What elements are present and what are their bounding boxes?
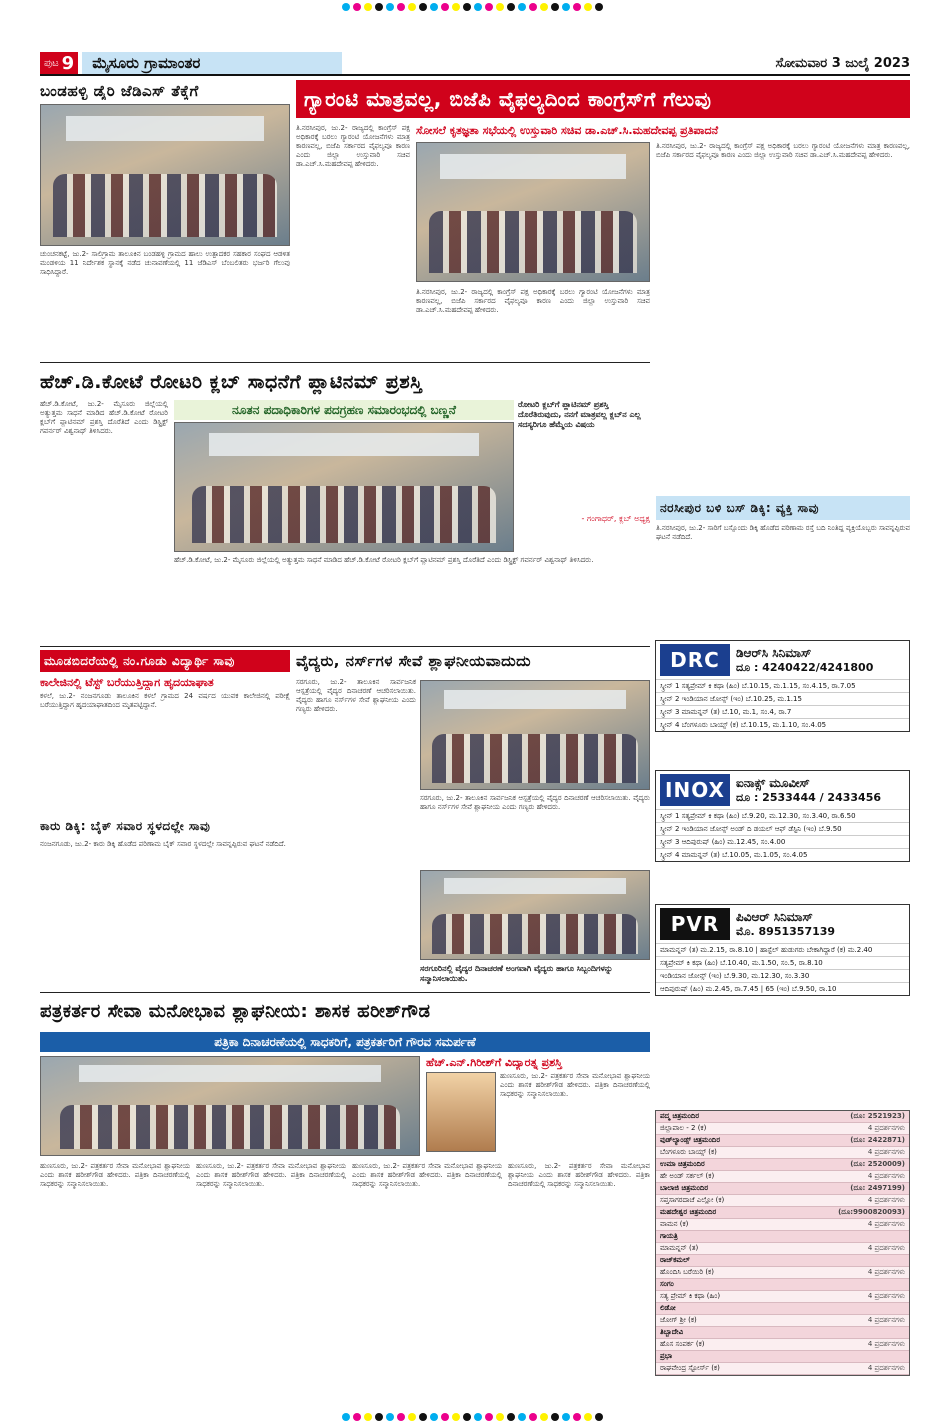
theatre-hall-row — [656, 1231, 909, 1243]
cinema-header — [656, 771, 909, 809]
registration-dot — [573, 3, 581, 11]
rotary-body-col1: ಹೆಚ್.ಡಿ.ಕೋಟೆ, ಜು.2- ಮೈಸೂರು ಜಿಲ್ಲೆಯಲ್ಲಿ ಅತ್ಯುತ್ತಮ ಸಾಧನೆ ಮಾಡಿದ ಹೆಚ್.ಡಿ.ಕೋಟೆ ರೋಟರಿ ಕ್ಲಬ್‌ಗೆ ಪ್ಲಾಟಿನಮ್ ಪ್ರಶಸ್ತಿ ದೊರೆತಿದೆ ಎಂದು ಡಿಸ್ಟ್ರಿಕ್ಟ್ ಗವರ್ನರ್ ವಿಶ್ವನಾಥ್ ತಿಳಿಸಿದರು. — [40, 400, 168, 435]
guarantee-headline: ಗ್ಯಾರಂಟಿ ಮಾತ್ರವಲ್ಲ, ಬಿಜೆಪಿ ವೈಫಲ್ಯದಿಂದ ಕಾಂಗ್ರೆಸ್‌ಗೆ ಗೆಲುವು — [296, 80, 910, 118]
theatre-hall-row — [656, 1279, 909, 1291]
cinema-logo: PVR — [660, 908, 730, 940]
issue-date: ಸೋಮವಾರ 3 ಜುಲೈ 2023 — [775, 55, 910, 71]
registration-dot — [408, 1413, 416, 1421]
registration-dot — [342, 3, 350, 11]
cinema-block — [655, 640, 910, 732]
rotary-headline: ಹೆಚ್.ಡಿ.ಕೋಟೆ ರೋಟರಿ ಕ್ಲಬ್ ಸಾಧನೆಗೆ ಪ್ಲಾಟಿನಮ್ ಪ್ರಶಸ್ತಿ — [40, 371, 423, 393]
showtime-line: ಸ್ಕ್ರೀನ್ 2 ಇಂಡಿಯಾನ ಜೋನ್ಸ್ (ಇಂ) ಬೆ.10.25, ಮ.1.15 — [656, 692, 909, 705]
theatre-meta: 4 ಪ್ರದರ್ಶನಗಳು — [867, 1220, 905, 1228]
cmyk-strip-bottom — [0, 1410, 945, 1424]
doctors-body: ಸರಗೂರು, ಜು.2- ತಾಲೂಕಿನ ಸಾರ್ವಜನಿಕ ಆಸ್ಪತ್ರೆಯಲ್ಲಿ ವೈದ್ಯರ ದಿನಾಚರಣೆ ಆಚರಿಸಲಾಯಿತು. ವೈದ್ಯರು ಹಾಗೂ ನರ್ಸ್‌ಗಳ ಸೇವೆ ಶ್ಲಾಘನೀಯ ಎಂದು ಗಣ್ಯರು ಹೇಳಿದರು. — [296, 678, 416, 713]
registration-dot — [529, 1413, 537, 1421]
theatre-name: ರಾಜ್‌ಕಮಲ್ — [660, 1256, 690, 1264]
accident-body: ನಂಜನಗೂಡು, ಜು.2- ಕಾರು ಡಿಕ್ಕಿ ಹೊಡೆದ ಪರಿಣಾಮ ಬೈಕ್ ಸವಾರ ಸ್ಥಳದಲ್ಲೇ ಸಾವನ್ನಪ್ಪಿರುವ ಘಟನೆ ನಡೆದಿದೆ. — [40, 840, 286, 848]
theatre-meta: (ದೂ: 2521923) — [850, 1112, 905, 1120]
theatre-name: ಹೊಸ ಸಂಪರ್ಕ (ಕ) — [660, 1340, 705, 1348]
cinema-logo: DRC — [660, 644, 730, 676]
theatre-hall-row — [656, 1327, 909, 1339]
theatre-movie-row — [656, 1171, 909, 1183]
registration-dot — [441, 1413, 449, 1421]
theatre-meta: 4 ಪ್ರದರ್ಶನಗಳು — [867, 1196, 905, 1204]
theatre-hall-row — [656, 1303, 909, 1315]
guarantee-photo — [416, 142, 650, 282]
showtime-line: ಸ್ಕ್ರೀನ್ 2 ಇಂಡಿಯಾನ ಜೋನ್ಸ್ ಅಂಡ್ ದಿ ಡಯಲ್ ಆಫ್ ಡೆಸ್ಟಿನಿ (ಇಂ) ಬೆ.9.50 — [656, 822, 909, 835]
dairy-body: ಚುಂಚನಕಟ್ಟೆ, ಜು.2- ಸಾಲಿಗ್ರಾಮ ತಾಲೂಕಿನ ಬಂಡಹಳ್ಳಿ ಗ್ರಾಮದ ಹಾಲು ಉತ್ಪಾದಕರ ಸಹಕಾರ ಸಂಘದ ಆಡಳಿತ ಮಂಡಳಿಯ 11 ನಿರ್ದೇಶಕ ಸ್ಥಾನಕ್ಕೆ ನಡೆದ ಚುನಾವಣೆಯಲ್ಲಿ 11 ಜೆಡಿಎಸ್ ಬೆಂಬಲಿತರು ಭರ್ಜರಿ ಗೆಲುವು ಸಾಧಿಸಿದ್ದಾರೆ. — [40, 250, 290, 276]
theatre-list — [655, 1110, 910, 1376]
dairy-headline: ಬಂಡಹಳ್ಳಿ ಡೈರಿ ಜೆಡಿಎಸ್ ತೆಕ್ಕೆಗೆ — [40, 82, 199, 100]
registration-dot — [397, 3, 405, 11]
registration-dot — [551, 1413, 559, 1421]
theatre-name: ಸತ್ಯ ಪ್ರೇಮ್ ಕಿ ಕಥಾ (ಹಿಂ) — [660, 1292, 721, 1300]
registration-dot — [551, 3, 559, 11]
cinema-name: ಡಿಆರ್‌ಸಿ ಸಿನಿಮಾಸ್ — [736, 645, 812, 660]
showtime-line: ಸತ್ಯಪ್ರೇಮ್ ಕಿ ಕಥಾ (ಹಿಂ) ಬೆ.10.40, ಮ.1.50, ಸಂ.5, ರಾ.8.10 — [656, 956, 909, 969]
theatre-name: ಮಹದೇಶ್ವರ ಚಿತ್ರಮಂದಿರ — [660, 1208, 717, 1216]
registration-dot — [573, 1413, 581, 1421]
registration-dot — [452, 1413, 460, 1421]
registration-dot — [584, 1413, 592, 1421]
theatre-meta: 4 ಪ್ರದರ್ಶನಗಳು — [867, 1364, 905, 1372]
theatre-hall-row — [656, 1135, 909, 1147]
showtime-line: ಸ್ಕ್ರೀನ್ 1 ಸತ್ಯಪ್ರೇಮ್ ಕಿ ಕಥಾ (ಹಿಂ) ಬೆ.10.15, ಮ.1.15, ಸಂ.4.15, ರಾ.7.05 — [656, 679, 909, 692]
rotary-quote-author: - ಗಂಗಾಧರ್, ಕ್ಲಬ್ ಅಧ್ಯಕ್ಷ — [581, 514, 650, 523]
student-headline: ಮೂಡಬಿದರೆಯಲ್ಲಿ ನಂ.ಗೂಡು ವಿದ್ಯಾರ್ಥಿ ಸಾವು — [40, 650, 290, 672]
registration-dot — [430, 3, 438, 11]
theatre-meta: (ದೂ: 2520009) — [850, 1160, 905, 1168]
theatre-movie-row — [656, 1315, 909, 1327]
rotary-photo — [174, 422, 514, 552]
theatre-name: ಮಾಮನ್ನನ್ (ತ) — [660, 1244, 699, 1252]
doctors-body-col2: ಸರಗೂರು, ಜು.2- ತಾಲೂಕಿನ ಸಾರ್ವಜನಿಕ ಆಸ್ಪತ್ರೆಯಲ್ಲಿ ವೈದ್ಯರ ದಿನಾಚರಣೆ ಆಚರಿಸಲಾಯಿತು. ವೈದ್ಯರು ಹಾಗೂ ನರ್ಸ್‌ಗಳ ಸೇವೆ ಶ್ಲಾಘನೀಯ ಎಂದು ಗಣ್ಯರು ಹೇಳಿದರು. — [420, 794, 650, 811]
registration-dot — [507, 1413, 515, 1421]
theatre-hall-row — [656, 1159, 909, 1171]
registration-dot — [353, 3, 361, 11]
theatre-name: ಪದ್ಮ ಚಿತ್ರಮಂದಿರ — [660, 1112, 700, 1120]
registration-dot — [518, 3, 526, 11]
divider — [40, 992, 650, 993]
registration-dot — [496, 1413, 504, 1421]
theatre-name: ಜೋಗ್ ಶ್ರೀ (ಕ) — [660, 1316, 697, 1324]
cinema-header — [656, 905, 909, 943]
registration-dot — [452, 3, 460, 11]
theatre-name: ಜಿಲ್ಲಾಪಾಲ - 2 (ಕ) — [660, 1124, 707, 1132]
theatre-name: ರಾಘವೇಂದ್ರ ಸ್ಟೋರ್ಸ್ (ಕ) — [660, 1364, 720, 1372]
award-headline: ಹೆಚ್.ಎನ್.ಗಿರೀಶ್‌ಗೆ ವಿದ್ಯಾರತ್ನ ಪ್ರಶಸ್ತಿ — [426, 1056, 562, 1069]
cinema-logo: INOX — [660, 774, 730, 806]
theatre-name: ವಾಮನ (ಕ) — [660, 1220, 689, 1228]
registration-dot — [408, 3, 416, 11]
registration-dot — [496, 3, 504, 11]
registration-dot — [540, 3, 548, 11]
theatre-meta: 4 ಪ್ರದರ್ಶನಗಳು — [867, 1172, 905, 1180]
rotary-ribbon: ನೂತನ ಪದಾಧಿಕಾರಿಗಳ ಪದಗ್ರಹಣ ಸಮಾರಂಭದಲ್ಲಿ ಬಣ್ಣನೆ — [174, 400, 514, 420]
registration-dot — [375, 3, 383, 11]
registration-dot — [419, 1413, 427, 1421]
registration-dot — [529, 3, 537, 11]
guarantee-body-col3: ತಿ.ನರಸೀಪುರ, ಜು.2- ರಾಜ್ಯದಲ್ಲಿ ಕಾಂಗ್ರೆಸ್ ಪಕ್ಷ ಅಧಿಕಾರಕ್ಕೆ ಬರಲು ಗ್ಯಾರಂಟಿ ಯೋಜನೆಗಳು ಮಾತ್ರ ಕಾರಣವಲ್ಲ, ಬಿಜೆಪಿ ಸರ್ಕಾರದ ವೈಫಲ್ಯವೂ ಕಾರಣ ಎಂದು ಜಿಲ್ಲಾ ಉಸ್ತುವಾರಿ ಸಚಿವ ಡಾ.ಎಚ್.ಸಿ.ಮಹದೇವಪ್ಪ ಹೇಳಿದರು. — [656, 142, 910, 159]
doctors-photo-1 — [420, 680, 650, 790]
registration-dot — [364, 1413, 372, 1421]
theatre-hall-row — [656, 1207, 909, 1219]
registration-dot — [595, 3, 603, 11]
theatre-name: ಲಿಡೋ — [660, 1304, 676, 1312]
divider — [40, 362, 650, 363]
theatre-meta: 4 ಪ್ರದರ್ಶನಗಳು — [867, 1292, 905, 1300]
registration-dot — [364, 3, 372, 11]
cinema-phone: ಮೊ. 8951357139 — [736, 924, 836, 938]
registration-dot — [507, 3, 515, 11]
theatre-name: ಸಂಗಂ — [660, 1280, 674, 1288]
page-label: ಪುಟ — [44, 57, 59, 69]
showtime-line: ಸ್ಕ್ರೀನ್ 3 ಮಾಮನ್ನನ್ (ತ) ಬೆ.10, ಮ.1, ಸಂ.4, ರಾ.7 — [656, 705, 909, 718]
theatre-name: ತಿಬ್ಬಾದೇವಿ — [660, 1328, 684, 1336]
showtime-line: ಸ್ಕ್ರೀನ್ 3 ಆದಿಪುರುಷ್ (ಹಿಂ) ಮ.12.45, ಸಂ.4.00 — [656, 835, 909, 848]
showtime-line: ಸ್ಕ್ರೀನ್ 4 ಮಾಮನ್ನನ್ (ತ) ಬೆ.10.05, ಮ.1.05, ಸಂ.4.05 — [656, 848, 909, 861]
theatre-hall-row — [656, 1183, 909, 1195]
theatre-movie-row — [656, 1291, 909, 1303]
theatre-meta: 4 ಪ್ರದರ್ಶನಗಳು — [867, 1244, 905, 1252]
journalists-headline: ಪತ್ರಕರ್ತರ ಸೇವಾ ಮನೋಭಾವ ಶ್ಲಾಘನೀಯ: ಶಾಸಕ ಹರೀಶ್‌ಗೌಡ — [40, 1001, 431, 1022]
registration-dot — [518, 1413, 526, 1421]
journalists-body-col4: ಹುಣಸೂರು, ಜು.2- ಪತ್ರಕರ್ತರ ಸೇವಾ ಮನೋಭಾವ ಶ್ಲಾಘನೀಯ ಎಂದು ಶಾಸಕ ಹರೀಶ್‌ಗೌಡ ಹೇಳಿದರು. ಪತ್ರಿಕಾ ದಿನಾಚರಣೆಯಲ್ಲಿ ಸಾಧಕರನ್ನು ಸನ್ಮಾನಿಸಲಾಯಿತು. — [508, 1162, 650, 1188]
theatre-name: ಬಾಲಾಜಿ ಚಿತ್ರಮಂದಿರ — [660, 1184, 709, 1192]
theatre-movie-row — [656, 1147, 909, 1159]
showtime-line: ಆದಿಪುರುಷ್ (ಹಿಂ) ಮ.2.45, ರಾ.7.45 | 65 (ಇಂ) ಬೆ.9.50, ರಾ.10 — [656, 982, 909, 995]
doctors-caption: ಸರಗೂರಿನಲ್ಲಿ ವೈದ್ಯರ ದಿನಾಚರಣೆ ಅಂಗವಾಗಿ ವೈದ್ಯರು ಹಾಗೂ ಸಿಬ್ಬಂದಿಗಳನ್ನು ಸನ್ಮಾನಿಸಲಾಯಿತು. — [420, 964, 613, 983]
theatre-hall-row — [656, 1111, 909, 1123]
registration-dot — [463, 3, 471, 11]
guarantee-body-col1: ತಿ.ನರಸೀಪುರ, ಜು.2- ರಾಜ್ಯದಲ್ಲಿ ಕಾಂಗ್ರೆಸ್ ಪಕ್ಷ ಅಧಿಕಾರಕ್ಕೆ ಬರಲು ಗ್ಯಾರಂಟಿ ಯೋಜನೆಗಳು ಮಾತ್ರ ಕಾರಣವಲ್ಲ, ಬಿಜೆಪಿ ಸರ್ಕಾರದ ವೈಫಲ್ಯವೂ ಕಾರಣ ಎಂದು ಜಿಲ್ಲಾ ಉಸ್ತುವಾರಿ ಸಚಿವ ಡಾ.ಎಚ್.ಸಿ.ಮಹದೇವಪ್ಪ ಹೇಳಿದರು. — [296, 124, 410, 168]
theatre-movie-row — [656, 1123, 909, 1135]
cinema-block — [655, 904, 910, 996]
theatre-name: ಗಾಯತ್ರಿ — [660, 1232, 678, 1240]
registration-dot — [441, 3, 449, 11]
theatre-meta: (ದೂ: 2497199) — [850, 1184, 905, 1192]
theatre-movie-row — [656, 1363, 909, 1375]
theatre-name: ಬೆಂಗಳೂರು ಬಾಯ್ಸ್ (ಕ) — [660, 1148, 717, 1156]
theatre-meta: 4 ಪ್ರದರ್ಶನಗಳು — [867, 1148, 905, 1156]
guarantee-body-col2: ತಿ.ನರಸೀಪುರ, ಜು.2- ರಾಜ್ಯದಲ್ಲಿ ಕಾಂಗ್ರೆಸ್ ಪಕ್ಷ ಅಧಿಕಾರಕ್ಕೆ ಬರಲು ಗ್ಯಾರಂಟಿ ಯೋಜನೆಗಳು ಮಾತ್ರ ಕಾರಣವಲ್ಲ, ಬಿಜೆಪಿ ಸರ್ಕಾರದ ವೈಫಲ್ಯವೂ ಕಾರಣ ಎಂದು ಜಿಲ್ಲಾ ಉಸ್ತುವಾರಿ ಸಚಿವ ಡಾ.ಎಚ್.ಸಿ.ಮಹದೇವಪ್ಪ ಹೇಳಿದರು. — [416, 288, 650, 314]
bus-body: ತಿ.ನರಸೀಪುರ, ಜು.2- ಸಾರಿಗೆ ಬಸ್ಸೊಂದು ಡಿಕ್ಕಿ ಹೊಡೆದ ಪರಿಣಾಮ ರಸ್ತೆ ಬದಿ ನಿಂತಿದ್ದ ವ್ಯಕ್ತಿಯೊಬ್ಬರು ಸಾವನ್ನಪ್ಪಿರುವ ಘಟನೆ ನಡೆದಿದೆ. — [656, 524, 910, 541]
registration-dot — [342, 1413, 350, 1421]
cinema-phone: ದೂ : 4240422/4241800 — [736, 660, 874, 674]
theatre-meta: (ದೂ: 2422871) — [850, 1136, 905, 1144]
theatre-hall-row — [656, 1255, 909, 1267]
theatre-meta: 4 ಪ್ರದರ್ಶನಗಳು — [867, 1268, 905, 1276]
cinema-block — [655, 770, 910, 862]
award-body: ಹುಣಸೂರು, ಜು.2- ಪತ್ರಕರ್ತರ ಸೇವಾ ಮನೋಭಾವ ಶ್ಲಾಘನೀಯ ಎಂದು ಶಾಸಕ ಹರೀಶ್‌ಗೌಡ ಹೇಳಿದರು. ಪತ್ರಿಕಾ ದಿನಾಚರಣೆಯಲ್ಲಿ ಸಾಧಕರನ್ನು ಸನ್ಮಾನಿಸಲಾಯಿತು. — [500, 1072, 650, 1098]
journalists-body-col2: ಹುಣಸೂರು, ಜು.2- ಪತ್ರಕರ್ತರ ಸೇವಾ ಮನೋಭಾವ ಶ್ಲಾಘನೀಯ ಎಂದು ಶಾಸಕ ಹರೀಶ್‌ಗೌಡ ಹೇಳಿದರು. ಪತ್ರಿಕಾ ದಿನಾಚರಣೆಯಲ್ಲಿ ಸಾಧಕರನ್ನು ಸನ್ಮಾನಿಸಲಾಯಿತು. — [196, 1162, 346, 1188]
theatre-name: ವುಡ್‌ಲ್ಯಾಂಡ್ಸ್ ಚಿತ್ರಮಂದಿರ — [660, 1136, 721, 1144]
theatre-movie-row — [656, 1195, 909, 1207]
showtime-line: ಸ್ಕ್ರೀನ್ 4 ಬೆಂಗಳೂರು ಬಾಯ್ಸ್ (ಕ) ಬೆ.10.15, ಮ.1.10, ಸಂ.4.05 — [656, 718, 909, 731]
theatre-name: ಉಮಾ ಚಿತ್ರಮಂದಿರ — [660, 1160, 705, 1168]
guarantee-subhead: ಸೋಸಲೆ ಕೃತಜ್ಞತಾ ಸಭೆಯಲ್ಲಿ ಉಸ್ತುವಾರಿ ಸಚಿವ ಡಾ.ಎಚ್.ಸಿ.ಮಹದೇವಪ್ಪ ಪ್ರತಿಪಾದನೆ — [416, 124, 719, 137]
theatre-name: ಹೊಂದಿಸಿ ಬರೆಯಿರಿ (ಕ) — [660, 1268, 714, 1276]
theatre-meta: 4 ಪ್ರದರ್ಶನಗಳು — [867, 1316, 905, 1324]
theatre-movie-row — [656, 1219, 909, 1231]
registration-dot — [375, 1413, 383, 1421]
bus-headline: ನರಸೀಪುರ ಬಳಿ ಬಸ್ ಡಿಕ್ಕಿ: ವ್ಯಕ್ತಿ ಸಾವು — [656, 496, 910, 520]
registration-dot — [386, 1413, 394, 1421]
page-number: 9 — [61, 52, 75, 74]
theatre-name: ಪ್ರಭಾ — [660, 1352, 673, 1360]
divider — [40, 646, 650, 647]
cinema-header — [656, 641, 909, 679]
award-portrait — [426, 1072, 496, 1152]
registration-dot — [386, 3, 394, 11]
registration-dot — [595, 1413, 603, 1421]
theatre-movie-row — [656, 1339, 909, 1351]
cmyk-strip-top — [0, 0, 945, 14]
registration-dot — [430, 1413, 438, 1421]
registration-dot — [474, 3, 482, 11]
theatre-hall-row — [656, 1351, 909, 1363]
dairy-photo — [40, 104, 290, 246]
registration-dot — [485, 1413, 493, 1421]
registration-dot — [562, 1413, 570, 1421]
showtime-line: ಇಂಡಿಯಾನ ಜೋನ್ಸ್ (ಇಂ) ಬೆ.9.30, ಮ.12.30, ಸಂ.3.30 — [656, 969, 909, 982]
theatre-movie-row — [656, 1267, 909, 1279]
theatre-name: ಸಪ್ತಸಾಗರದಾಚೆ ಎಲ್ಲೋ (ಕ) — [660, 1196, 725, 1204]
cinema-name: ಪಿವಿಆರ್ ಸಿನಿಮಾಸ್ — [736, 909, 813, 924]
page-header — [40, 52, 910, 76]
showtime-line: ಮಾಮನ್ನನ್ (ತ) ಮ.2.15, ರಾ.8.10 | ಹಾಸ್ಟೆಲ್ ಹುಡುಗರು ಬೇಕಾಗಿದ್ದಾರೆ (ಕ) ಮ.2.40 — [656, 943, 909, 956]
journalists-photo — [40, 1056, 420, 1156]
registration-dot — [419, 3, 427, 11]
registration-dot — [540, 1413, 548, 1421]
theatre-movie-row — [656, 1243, 909, 1255]
journalists-ribbon: ಪತ್ರಿಕಾ ದಿನಾಚರಣೆಯಲ್ಲಿ ಸಾಧಕರಿಗೆ, ಪತ್ರಕರ್ತರಿಗೆ ಗೌರವ ಸಮರ್ಪಣೆ — [40, 1032, 650, 1052]
registration-dot — [353, 1413, 361, 1421]
registration-dot — [397, 1413, 405, 1421]
registration-dot — [562, 3, 570, 11]
journalists-body-col3: ಹುಣಸೂರು, ಜು.2- ಪತ್ರಕರ್ತರ ಸೇವಾ ಮನೋಭಾವ ಶ್ಲಾಘನೀಯ ಎಂದು ಶಾಸಕ ಹರೀಶ್‌ಗೌಡ ಹೇಳಿದರು. ಪತ್ರಿಕಾ ದಿನಾಚರಣೆಯಲ್ಲಿ ಸಾಧಕರನ್ನು ಸನ್ಮಾನಿಸಲಾಯಿತು. — [352, 1162, 502, 1188]
rotary-body-col2: ಹೆಚ್.ಡಿ.ಕೋಟೆ, ಜು.2- ಮೈಸೂರು ಜಿಲ್ಲೆಯಲ್ಲಿ ಅತ್ಯುತ್ತಮ ಸಾಧನೆ ಮಾಡಿದ ಹೆಚ್.ಡಿ.ಕೋಟೆ ರೋಟರಿ ಕ್ಲಬ್‌ಗೆ ಪ್ಲಾಟಿನಮ್ ಪ್ರಶಸ್ತಿ ದೊರೆತಿದೆ ಎಂದು ಡಿಸ್ಟ್ರಿಕ್ಟ್ ಗವರ್ನರ್ ವಿಶ್ವನಾಥ್ ತಿಳಿಸಿದರು. — [174, 556, 594, 564]
theatre-name: ಹೇ ಅಂಡ್ ಸರ್ಕಲ್ (ಕ) — [660, 1172, 715, 1180]
doctors-headline: ವೈದ್ಯರು, ನರ್ಸ್‌ಗಳ ಸೇವೆ ಶ್ಲಾಘನೀಯವಾದುದು — [296, 652, 532, 670]
student-body: ಕಳಲೆ, ಜು.2- ನಂಜನಗೂಡು ತಾಲೂಕಿನ ಕಳಲೆ ಗ್ರಾಮದ 24 ವರ್ಷದ ಯುವಕ ಕಾಲೇಜಿನಲ್ಲಿ ಪರೀಕ್ಷೆ ಬರೆಯುತ್ತಿದ್ದಾಗ ಹೃದಯಾಘಾತದಿಂದ ಮೃತಪಟ್ಟಿದ್ದಾನೆ. — [40, 692, 290, 709]
journalists-body-col1: ಹುಣಸೂರು, ಜು.2- ಪತ್ರಕರ್ತರ ಸೇವಾ ಮನೋಭಾವ ಶ್ಲಾಘನೀಯ ಎಂದು ಶಾಸಕ ಹರೀಶ್‌ಗೌಡ ಹೇಳಿದರು. ಪತ್ರಿಕಾ ದಿನಾಚರಣೆಯಲ್ಲಿ ಸಾಧಕರನ್ನು ಸನ್ಮಾನಿಸಲಾಯಿತು. — [40, 1162, 190, 1188]
accident-headline: ಕಾರು ಡಿಕ್ಕಿ: ಬೈಕ್ ಸವಾರ ಸ್ಥಳದಲ್ಲೇ ಸಾವು — [40, 819, 211, 833]
registration-dot — [584, 3, 592, 11]
theatre-meta: 4 ಪ್ರದರ್ಶನಗಳು — [867, 1124, 905, 1132]
registration-dot — [485, 3, 493, 11]
theatre-meta: (ದೂ:9900820093) — [838, 1208, 905, 1216]
page-number-badge — [40, 52, 78, 74]
registration-dot — [463, 1413, 471, 1421]
section-title: ಮೈಸೂರು ಗ್ರಾಮಾಂತರ — [82, 52, 342, 74]
cinema-name: ಐನಾಕ್ಸ್ ಮೂವೀಸ್ — [736, 775, 810, 790]
theatre-meta: 4 ಪ್ರದರ್ಶನಗಳು — [867, 1340, 905, 1348]
student-subhead: ಕಾಲೇಜಿನಲ್ಲಿ ಟೆಸ್ಟ್ ಬರೆಯುತ್ತಿದ್ದಾಗ ಹೃದಯಾಘಾತ — [40, 676, 214, 689]
cinema-phone: ದೂ : 2533444 / 2433456 — [736, 790, 882, 804]
rotary-quote: ರೋಟರಿ ಕ್ಲಬ್‌ಗೆ ಪ್ಲಾಟಿನಮ್ ಪ್ರಶಸ್ತಿ ದೊರೆತಿರುವುದು, ನನಗೆ ಮಾತ್ರವಲ್ಲ ಕ್ಲಬ್‌ನ ಎಲ್ಲ ಸದಸ್ಯರಿಗೂ ಹೆಮ್ಮೆಯ ವಿಷಯ — [518, 400, 641, 429]
registration-dot — [474, 1413, 482, 1421]
doctors-photo-2 — [420, 870, 650, 960]
showtime-line: ಸ್ಕ್ರೀನ್ 1 ಸತ್ಯಪ್ರೇಮ್ ಕಿ ಕಥಾ (ಹಿಂ) ಬೆ.9.20, ಮ.12.30, ಸಂ.3.40, ರಾ.6.50 — [656, 809, 909, 822]
